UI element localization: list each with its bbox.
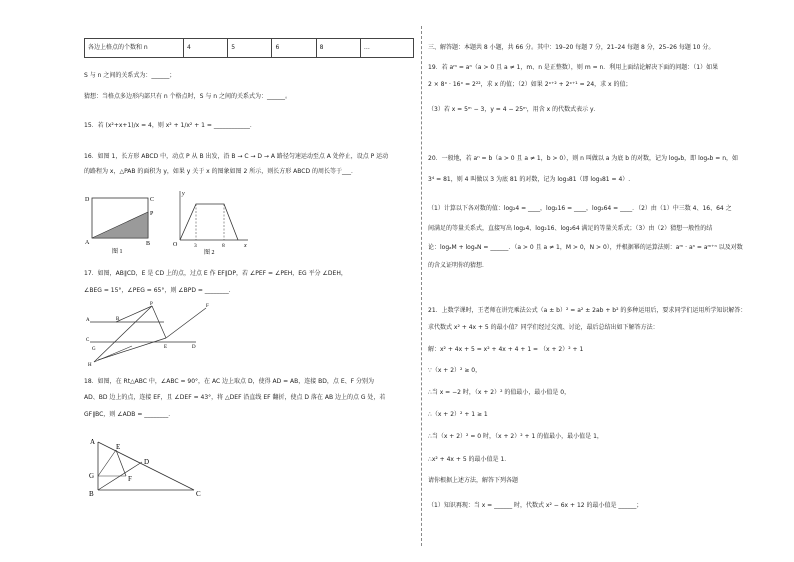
fig17-label-g: G [92, 347, 96, 352]
fig17-label-b: B [116, 317, 120, 322]
fig2-label-x: x [244, 243, 247, 249]
solution-line-6: ∴x² + 4x + 5 的最小值是 1． [428, 456, 511, 463]
q18-line-1: 18．如图，在 Rt△ABC 中，∠ABC = 90°，在 AC 边上取点 D，使得 AD = AB，连接 BD，点 E、F 分别为 [84, 378, 374, 385]
q20-line-1: 20．一般地，若 aⁿ = b（a > 0 且 a ≠ 1，b > 0），则 n 叫做以 a 为底 b 的对数，记为 logₐb，即 logₐb = n，如 [428, 155, 739, 162]
fig1-label-c: C [150, 197, 155, 203]
fig17-label-d: D [192, 345, 196, 350]
q20-line-3: （1）计算以下各对数的值：log₂4 = ____，log₂16 = ____，log₂64 = ____．（2）由（1）中三数 4、16、64 之 [428, 205, 732, 212]
table-cell: 6 [272, 39, 316, 58]
fig1-label-d: D [85, 197, 90, 203]
q16-line-2: 的路程为 x，△PAB 的面积为 y，如果 y 关于 x 的图象如图 2 所示，则长方形 ABCD 的周长等于___． [84, 168, 357, 175]
figure-1 [84, 190, 162, 256]
fig2-label-y: y [182, 191, 185, 197]
q19-line-2: 2 × 8ˣ · 16ˣ = 2²²，求 x 的值；（2）如果 2ˣ⁺² + 2ˣ⁺¹ = 24，求 x 的值； [428, 81, 632, 88]
q15-text: 15．若 (x²+x+1)/x = 4，则 x² + 1/x² + 1 = ____________． [84, 122, 256, 129]
solution-line-1: 解：x² + 4x + 5 = x² + 4x + 4 + 1 = （x + 2）² + 1 [428, 346, 584, 353]
fig17-label-p: P [150, 302, 153, 307]
fig18-label-e: E [116, 443, 121, 451]
solution-line-7: 请你根据上述方法，解答下列各题 [428, 477, 519, 484]
q21-line-2: 求代数式 x² + 4x + 5 的最小值？同学们经过交流、讨论，最后总结出如下解答方法： [428, 324, 659, 331]
figure-18 [86, 434, 206, 498]
fig18-label-a: A [90, 438, 96, 446]
section-header: 三、解答题：本题共 8 小题，共 66 分。其中：19–20 每题 7 分，21–24 每题 8 分，25–26 每题 10 分。 [428, 44, 715, 51]
q20-line-2: 3⁴ = 81，则 4 叫做以 3 为底 81 的对数，记为 log₃81（即 log₃81 = 4）. [428, 176, 631, 183]
q19-line-1: 19．若 aᵐ = aⁿ（a > 0 且 a ≠ 1，m、n 是正整数），则 m = n．利用上面结论解决下面的问题：（1）如果 [428, 64, 719, 71]
fig2-label-o: O [173, 242, 178, 248]
fig1-label-a: A [85, 240, 90, 246]
fig2-label-3: 3 [194, 243, 197, 249]
fig18-label-c: C [196, 490, 201, 498]
solution-line-8: （1）知识再现：当 x = ______ 时，代数式 x² − 6x + 12 的最小值是 ______； [428, 502, 643, 509]
q19-line-3: （3）若 x = 5ᵐ − 3，y = 4 − 25ᵐ，用含 x 的代数式表示 y． [428, 106, 600, 113]
solution-line-3: ∴当 x = −2 时，（x + 2）² 的值最小，最小值是 0， [428, 389, 571, 396]
figure-17 [84, 298, 214, 368]
q16-line-1: 16．如图 1，长方形 ABCD 中，动点 P 从 B 出发，沿 B → C → D → A 路径匀速运动至点 A 处停止，设点 P 运动 [84, 153, 389, 160]
fig1-caption: 图 1 [112, 249, 123, 255]
table-header: 各边上格点的个数和 n [85, 39, 184, 58]
q21-line-1: 21．上数学课时，王老师在讲完乘法公式（a ± b）² = a² ± 2ab + b² 的多种运用后，要求同学们运用所学知识解答： [428, 307, 747, 314]
fig17-label-a: A [86, 318, 90, 323]
solution-line-2: ∵（x + 2）² ≥ 0， [428, 367, 482, 374]
q14-guess: 猜想：当格点多边形内部只有 n 个格点时，S 与 n 之间的关系式为：______。 [84, 93, 291, 100]
table-cell: 4 [184, 39, 228, 58]
table-cell: 8 [316, 39, 360, 58]
fig17-label-e: E [164, 345, 168, 350]
fig17-label-h: H [88, 363, 92, 368]
fig18-label-d: D [144, 458, 150, 466]
table-cell: … [360, 39, 413, 58]
q20-line-6: 的含义证明你的猜想． [428, 262, 489, 269]
lattice-table [84, 38, 414, 58]
fig1-label-p: P [150, 211, 154, 217]
left-column [84, 0, 412, 562]
fig17-label-c: C [86, 338, 90, 343]
q17-line-1: 17．如图，AB∥CD，E 是 CD 上的点，过点 E 作 EF∥DP，若 ∠PEF = ∠PEH，EG 平分 ∠DEH， [84, 270, 347, 277]
solution-line-4: ∴（x + 2）² + 1 ≥ 1 [428, 411, 488, 418]
solution-line-5: ∴当（x + 2）² = 0 时，（x + 2）² + 1 的值最小，最小值是 1， [428, 433, 603, 440]
q14-relation: S 与 n 之间的关系式为：______； [84, 72, 176, 79]
q18-line-3: GF∥BC，则 ∠ADB = ________． [84, 411, 175, 418]
q20-line-4: 间满足的等量关系式，直接写出 log₂4、log₂16、log₂64 满足的等量关系式；（3）由（2）猜想一般性的结 [428, 225, 713, 232]
q18-line-2: AD、BD 边上的点，连接 EF，且 ∠DEF = 43°，将 △DEF 沿直线 EF 翻折，使点 D 落在 AB 边上的点 G 处，若 [84, 394, 386, 401]
fig2-label-8: 8 [222, 243, 225, 249]
fig1-label-b: B [146, 241, 151, 247]
figure-2 [172, 188, 254, 256]
q17-line-2: ∠BEG = 15°，∠PEG = 65°，则 ∠BPD = ________． [84, 287, 235, 294]
fig18-label-f: F [128, 475, 132, 483]
q20-line-5: 论：logₐM + logₐN = ______．（a > 0 且 a ≠ 1，M > 0，N > 0），并根据幂的运算法则：aᵐ · aⁿ = aᵐ⁺ⁿ 以及对数 [428, 244, 743, 251]
right-column [428, 0, 773, 562]
fig17-label-f: F [206, 304, 209, 309]
table-cell: 5 [228, 39, 272, 58]
fig2-caption: 图 2 [204, 250, 215, 256]
column-divider [421, 26, 422, 546]
fig18-label-b: B [89, 490, 94, 498]
fig18-label-g: G [89, 472, 95, 480]
